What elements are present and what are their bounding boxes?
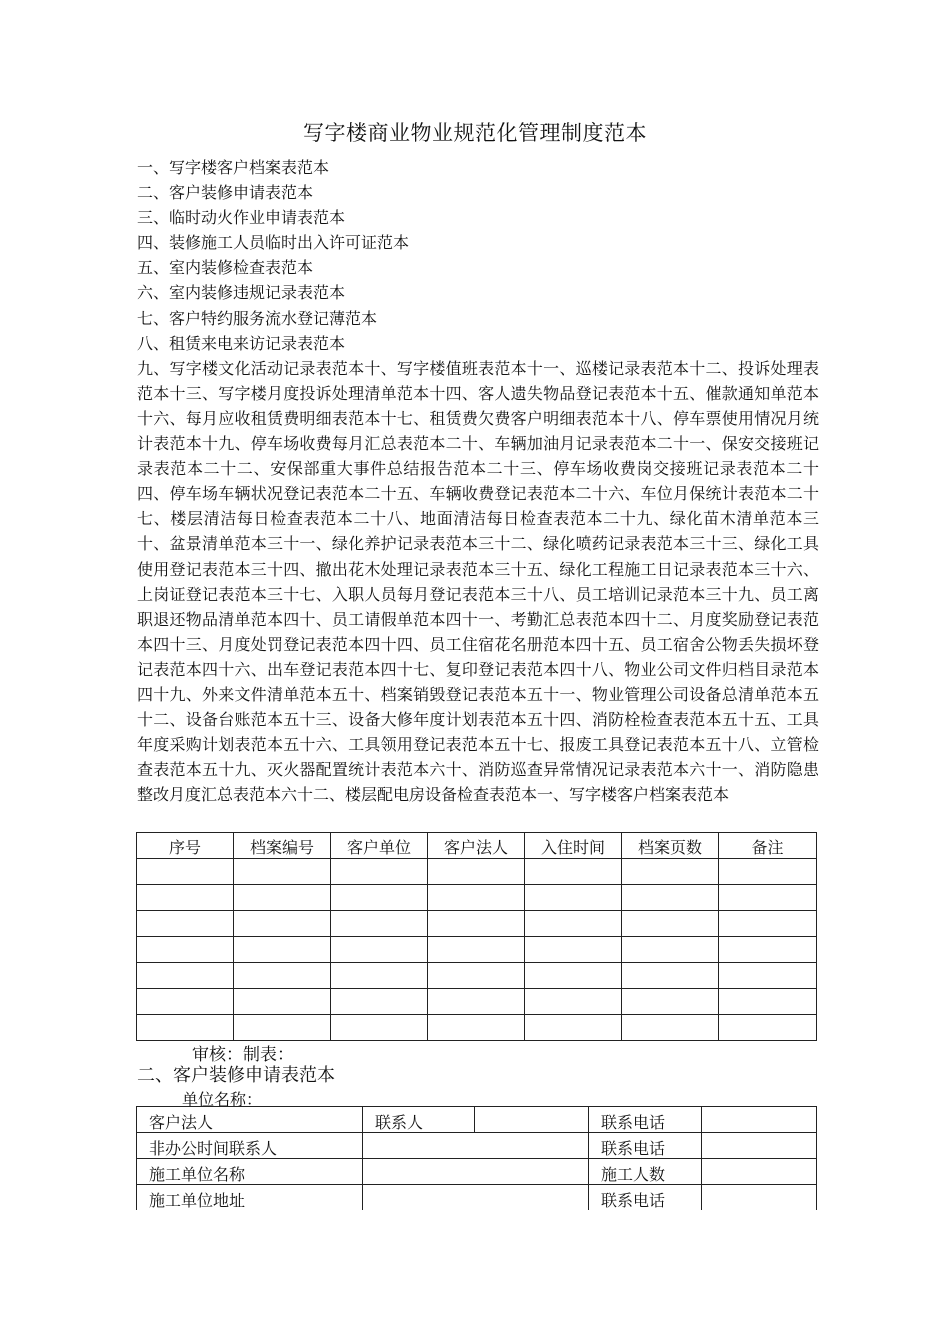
toc-item: 一、写字楼客户档案表范本 [137, 158, 330, 177]
form-row [137, 1185, 817, 1211]
toc-item: 四、装修施工人员临时出入许可证范本 [137, 233, 410, 253]
table-of-contents [137, 155, 819, 807]
input-worker-count[interactable] [702, 1159, 817, 1185]
toc-item: 三、临时动火作业申请表范本 [137, 208, 346, 228]
table-row [137, 859, 817, 885]
header-cell-move-in-date: 入住时间 [525, 833, 622, 859]
toc-paragraph: 九、写字楼文化活动记录表范本十、写字楼值班表范本十一、巡楼记录表范本十二、投诉处理表范本十三、写字楼月度投诉处理清单范本十四、客人遗失物品登记表范本十五、催款通知单范本十六、每月应收租赁费明细表范本十七、租赁费欠费客户明细表范本十八、停车票使用情况月统计表范本十九、停车场收费每月汇总表范本二十、车辆加油月记录表范本二十一、保安交接班记录表范本二十二、安保部重大事件总结报告范本二十三、停车场收费岗交接班记录表范本二十四、停车场车辆状况登记表范本二十五、车辆收费登记表范本二十六、车位月保统计表范本二十七、楼层清洁每日检查表范本二十八、地面清洁每日检查表范本二十九、绿化苗木清单范本三十、盆景清单范本三十一、绿化养护记录表范本三十二、绿化喷药记录表范本三十三、绿化工具使用登记表范本三十四、撤出花木处理记录表范本三十五、绿化工程施工日记录表范本三十六、上岗证登记表范本三十七、入职人员每月登记表范本三十八、员工培训记录范本三十九、员工离职退还物品清单范本四十、员工请假单范本四十一、考勤汇总表范本四十二、月度奖励登记表范本四十三、月度处罚登记表范本四十四、员工住宿花名册范本四十五、员工宿舍公物丢失损坏登记表范本四十六、出车登记表范本四十七、复印登记表范本四十八、物业公司文件归档目录范本四十九、外来文件清单范本五十、档案销毁登记表范本五十一、物业管理公司设备总清单范本五十二、设备台账范本五十三、设备大修年度计划表范本五十四、消防栓检查表范本五十五、工具年度采购计划表范本五十六、工具领用登记表范本五十七、报废工具登记表范本五十八、立管检查表范本五十九、灭火器配置统计表范本六十、消防巡查异常情况记录表范本六十一、消防隐患整改月度汇总表范本六十二、楼层配电房设备检查表范本一、写字楼客户档案表范本 [137, 358, 819, 805]
toc-item: 六、室内装修违规记录表范本 [137, 283, 346, 303]
label-contact-phone: 联系电话 [589, 1185, 702, 1211]
renovation-application-table [136, 1106, 817, 1210]
input-after-hours-contact[interactable] [363, 1133, 589, 1159]
input-contact-phone[interactable] [702, 1185, 817, 1211]
renovation-application-form-clip [0, 1106, 950, 1210]
form-row [137, 1159, 817, 1185]
toc-item: 八、租赁来电来访记录表范本 [137, 333, 346, 353]
table-row [137, 989, 817, 1015]
form-row [137, 1133, 817, 1159]
toc-item: 五、室内装修检查表范本 [137, 258, 314, 278]
customer-archive-table [136, 832, 817, 1041]
header-cell-page-count: 档案页数 [622, 833, 719, 859]
table-row [137, 885, 817, 911]
label-contractor-address: 施工单位地址 [137, 1185, 363, 1211]
table-row [137, 911, 817, 937]
input-contractor-name[interactable] [363, 1159, 589, 1185]
form-row [137, 1107, 817, 1133]
unit-name-label: 单位名称： [182, 1090, 263, 1109]
document-title: 写字楼商业物业规范化管理制度范本 [303, 121, 647, 145]
input-contact-person[interactable] [475, 1107, 589, 1133]
input-contractor-address[interactable] [363, 1185, 589, 1211]
label-contact-phone: 联系电话 [589, 1107, 702, 1133]
table-row [137, 1015, 817, 1041]
header-cell-legal-person: 客户法人 [428, 833, 525, 859]
input-contact-phone[interactable] [702, 1107, 817, 1133]
label-worker-count: 施工人数 [589, 1159, 702, 1185]
toc-item: 七、客户特约服务流水登记薄范本 [137, 308, 378, 328]
label-contractor-name: 施工单位名称 [137, 1159, 363, 1185]
table-header-row [137, 833, 817, 859]
label-contact-person: 联系人 [363, 1107, 475, 1133]
input-contact-phone[interactable] [702, 1133, 817, 1159]
header-cell-remarks: 备注 [719, 833, 817, 859]
table-row [137, 963, 817, 989]
section-heading: 二、客户装修申请表范本 [137, 1065, 335, 1086]
signature-line: 审核：制表： [192, 1045, 294, 1065]
header-cell-index: 序号 [137, 833, 234, 859]
toc-item: 二、客户装修申请表范本 [137, 183, 314, 203]
header-cell-archive-no: 档案编号 [234, 833, 331, 859]
header-cell-customer-unit: 客户单位 [331, 833, 428, 859]
table-row [137, 937, 817, 963]
label-after-hours-contact: 非办公时间联系人 [137, 1133, 363, 1159]
label-contact-phone: 联系电话 [589, 1133, 702, 1159]
label-legal-person: 客户法人 [137, 1107, 363, 1133]
